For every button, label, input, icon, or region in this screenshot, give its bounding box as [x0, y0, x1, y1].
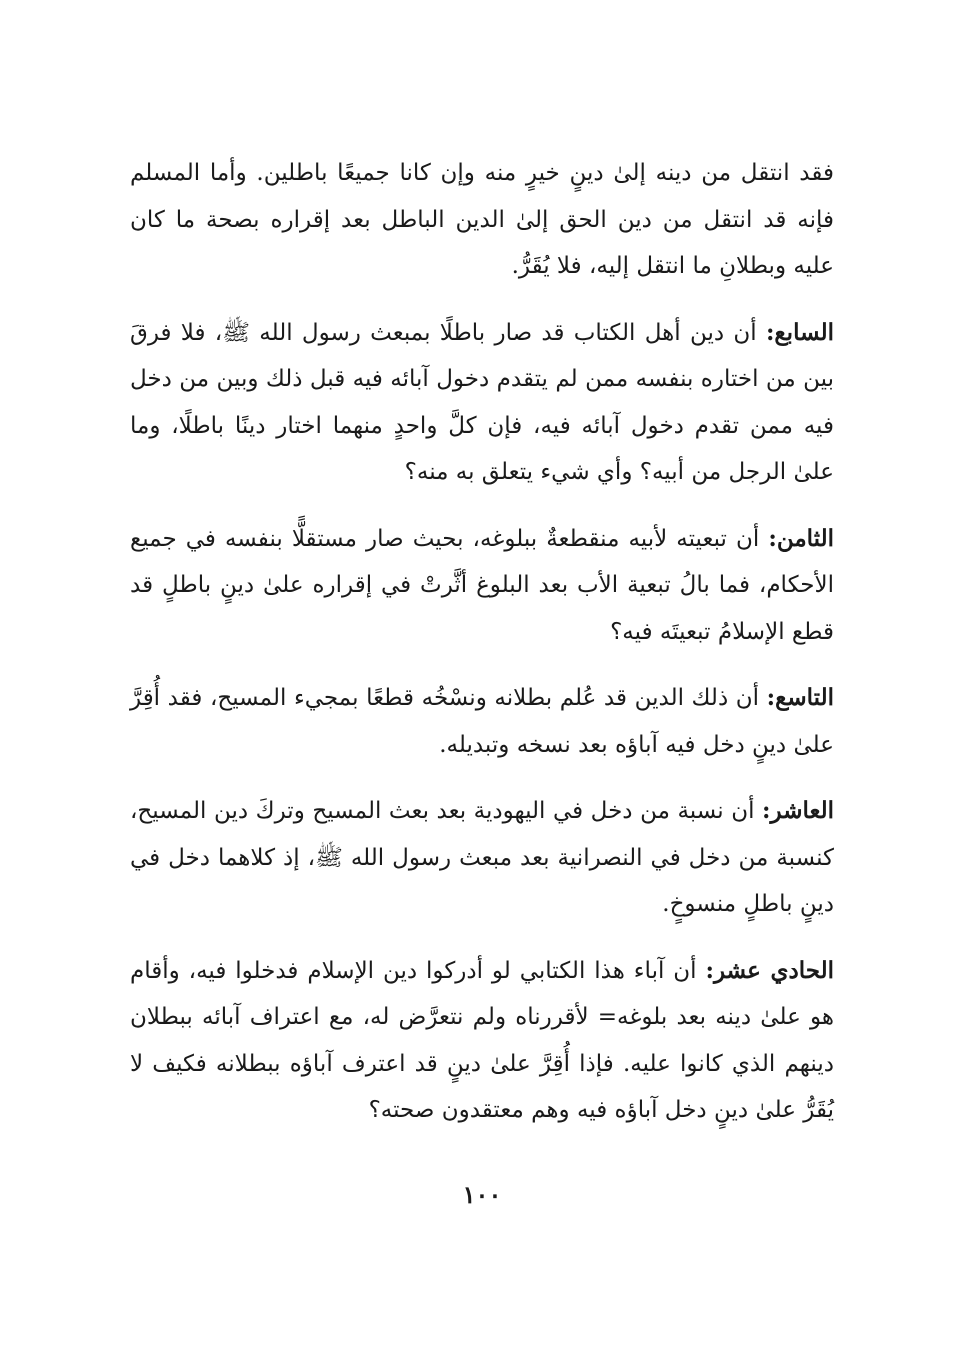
paragraph-heading: التاسع:: [766, 684, 834, 711]
paragraph-text: أن ذلك الدين قد عُلم بطلانه ونسْخُه قطعًا بمجيء المسيح، فقد أُقِرَّ علىٰ دينٍ دخل فيه آباؤه بعد نسخه وتبديله.: [130, 685, 834, 758]
paragraph-seventh: [130, 310, 834, 496]
paragraph-heading: الحادي عشر:: [705, 956, 834, 984]
paragraph-text: أن دين أهل الكتاب قد صار باطلًا بمبعث رسول الله ﷺ، فلا فرقَ بين من اختاره بنفسه ممن لم يتقدم دخول آبائه فيه قبل ذلك وبين من دخل فيه ممن تقدم دخول آبائه فيه، فإن كلَّ واحدٍ منهما اختار دينًا باطلًا، وما علىٰ الرجل من أبيه؟ وأي شيء يتعلق به منه؟: [130, 319, 834, 485]
paragraph-heading: الثامن:: [768, 524, 834, 552]
paragraph-text: أن نسبة من دخل في اليهودية بعد بعث المسيح وتركَ دين المسيح، كنسبة من دخل في النصرانية بعد مبعث رسول الله ﷺ، إذ كلاهما دخل في دينٍ باطلٍ منسوخٍ.: [130, 798, 834, 917]
paragraph-text: أن تبعيته لأبيه منقطعةٌ ببلوغه، بحيث صار مستقلًّا بنفسه في جميع الأحكام، فما بالُ تبعية الأب بعد البلوغ أثَّرتْ في إقراره علىٰ دينٍ باطلٍ قد قطع الإسلامُ تبعيتَه فيه؟: [130, 525, 834, 645]
paragraph-eighth: [130, 516, 834, 656]
paragraph-heading: العاشر:: [762, 797, 834, 824]
page-number: ١٠٠: [462, 1180, 502, 1209]
paragraph-tenth: [130, 788, 834, 928]
page-body: [130, 150, 834, 1154]
paragraph-text: فقد انتقل من دينه إلىٰ دينٍ خيرٍ منه وإن كانا جميعًا باطلين. وأما المسلم فإنه قد انتقل من دين الحق إلىٰ الدين الباطل بعد إقراره بصحة ما كان عليه وبطلانِ ما انتقل إليه، فلا يُقَرُّ.: [130, 160, 834, 279]
paragraph-text: أن آباء هذا الكتابي لو أدركوا دين الإسلام فدخلوا فيه، وأقام هو علىٰ دينه بعد بلوغه= لأقررناه ولم نتعرَّض له، مع اعتراف آبائه ببطلان دينهم الذي كانوا عليه. فإذا أُقِرَّ علىٰ دينٍ قد اعترف آباؤه ببطلانه فكيف لا يُقَرُّ علىٰ دينٍ دخل آباؤه فيه وهم معتقدون صحته؟: [130, 957, 834, 1123]
paragraph-heading: السابع:: [765, 318, 834, 346]
paragraph-ninth: [130, 675, 834, 768]
paragraph-eleventh: [130, 948, 834, 1134]
paragraph-continuation: [130, 150, 834, 290]
